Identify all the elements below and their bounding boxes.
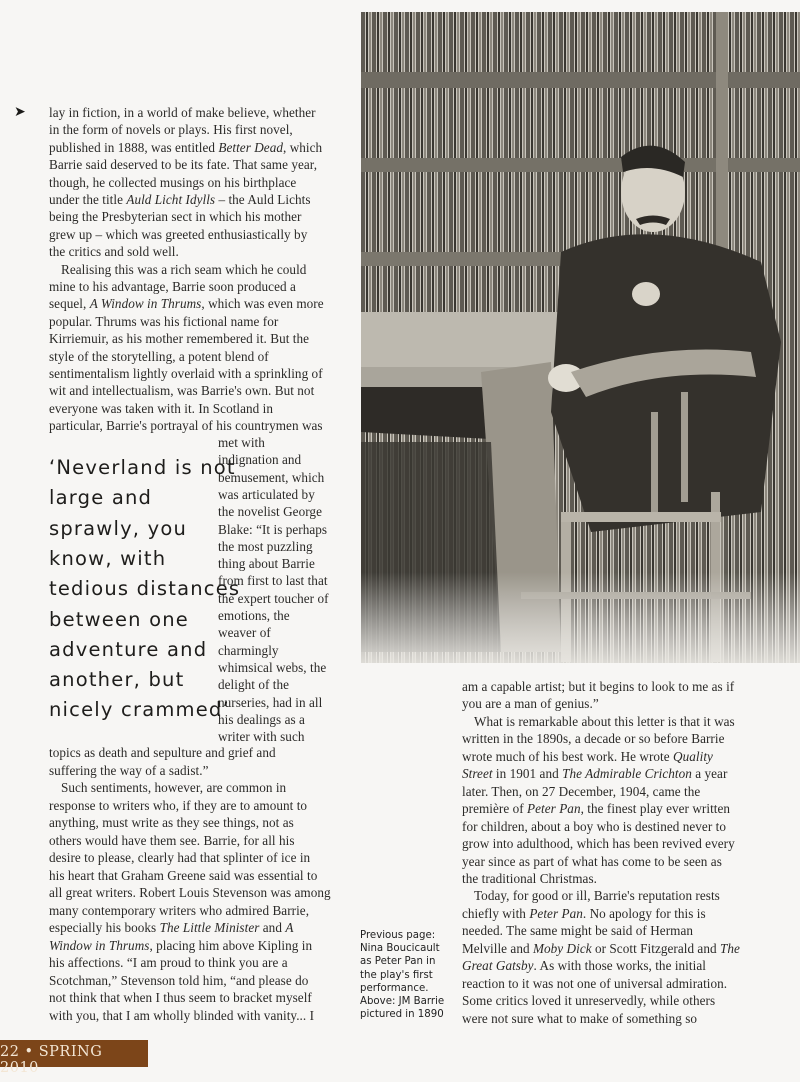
- text-run: style of the storytelling, a potent blend of: [49, 348, 269, 364]
- italic-title: Peter Pan: [529, 905, 583, 921]
- caption-line: performance.: [360, 982, 429, 994]
- text-line: [462, 887, 720, 906]
- text-line: [49, 156, 317, 175]
- text-line: [49, 295, 324, 314]
- text-run: première of: [462, 801, 528, 817]
- text-run: Scotchman,” Stevenson told him, “and please do: [49, 972, 309, 988]
- text-line: [49, 814, 294, 833]
- italic-title: Better Dead: [218, 139, 283, 155]
- text-run: . No apology for this is: [582, 905, 706, 921]
- text-run: – the Auld Lichts: [215, 192, 311, 207]
- text-line: [49, 867, 317, 886]
- text-line: [218, 642, 279, 661]
- text-line: [462, 905, 706, 924]
- caption-line: pictured in 1890: [360, 1009, 444, 1021]
- text-run: all great writers. Robert Louis Stevenson was among: [49, 885, 331, 900]
- text-run: chiefly with: [462, 905, 530, 921]
- pull-quote-line: know, with: [49, 546, 167, 570]
- text-run: am a capable artist; but it begins to look to me as if: [462, 679, 735, 694]
- pull-quote-line: between one: [49, 607, 190, 631]
- pull-quote-line: ‘Neverland is not: [49, 456, 236, 479]
- text-run: written in the 1890s, a decade or so before Barrie: [462, 731, 725, 747]
- text-line: [218, 538, 313, 557]
- text-run: published in 1888, was entitled: [49, 139, 219, 155]
- text-line: [49, 348, 269, 367]
- text-run: not think that when I thus seem to bracket myself: [49, 990, 312, 1005]
- text-run: Melville and: [462, 940, 533, 956]
- text-line: [49, 208, 302, 227]
- text-line: [218, 624, 271, 643]
- text-run: in the form of novels or plays. His first novel,: [49, 122, 293, 138]
- text-run: many contemporary writers who admired Barrie,: [49, 902, 310, 918]
- text-line: [49, 972, 308, 991]
- text-line: [49, 174, 296, 193]
- text-run: , which: [283, 139, 323, 155]
- caption-line: Nina Boucicault: [360, 943, 440, 955]
- text-run: grow into adulthood, which has been revived every: [462, 836, 735, 852]
- text-line: [462, 940, 740, 959]
- text-line: [49, 365, 323, 384]
- italic-title: A Window in Thrums: [89, 296, 202, 312]
- text-run: his heart that Graham Greene said was essential to: [49, 867, 318, 883]
- caption-line: Above: JM Barrie: [360, 996, 445, 1008]
- text-line: [462, 748, 713, 767]
- text-run: the novelist George: [218, 504, 322, 520]
- text-run: under the title: [49, 192, 127, 207]
- photo-illustration: [361, 12, 800, 663]
- text-line: [218, 659, 326, 678]
- text-run: emotions, the: [218, 608, 290, 623]
- text-line: [49, 121, 293, 140]
- text-line: [49, 417, 323, 436]
- italic-title: Great Gatsby: [462, 958, 534, 974]
- text-run: bemusement, which: [218, 469, 325, 485]
- text-run: lay in fiction, in a world of make believe, whether: [49, 105, 316, 120]
- text-run: wrote much of his best work. He wrote: [462, 748, 674, 764]
- page-folio: 22 • SPRING 2010: [0, 1044, 103, 1076]
- text-run: popular. Thrums was his fictional name for: [49, 313, 279, 329]
- text-line: [462, 853, 722, 872]
- text-run: being the Presbyterian sect in which his mother: [49, 209, 302, 225]
- text-run: , the finest play ever written: [580, 801, 731, 817]
- text-run: Realising this was a rich seam which he could: [61, 261, 307, 277]
- text-run: nurseries, had in all: [218, 694, 323, 710]
- text-line: [462, 975, 727, 994]
- caption-line: as Peter Pan in: [360, 956, 436, 968]
- text-line: [49, 313, 278, 332]
- italic-title: Quality: [673, 748, 713, 764]
- text-line: [462, 835, 735, 854]
- pull-quote-line: tedious distances: [49, 577, 241, 601]
- text-line: [218, 434, 265, 453]
- text-run: particular, Barrie's portrayal of his countrymen was: [49, 418, 323, 434]
- text-run: and: [259, 920, 286, 935]
- text-line: [49, 832, 295, 851]
- text-run: What is remarkable about this letter is that it was: [474, 713, 735, 729]
- text-run: year since as part of what has come to be seen as: [462, 853, 722, 869]
- text-run: sentimentalism lightly overlaid with a sprinkling of: [49, 366, 323, 381]
- text-line: [462, 1010, 697, 1029]
- text-run: grew up – which was greeted enthusiastically by: [49, 226, 308, 242]
- text-run: writer with such: [218, 729, 305, 745]
- text-run: the most puzzling: [218, 538, 313, 554]
- text-line: [49, 278, 296, 297]
- text-run: whimsical webs, the: [218, 659, 327, 675]
- pull-quote-line: sprawly, you: [49, 516, 188, 540]
- text-run: Such sentiments, however, are common in: [61, 780, 287, 795]
- pull-quote-line: another, but: [49, 668, 185, 692]
- arrow-right-icon: ➤: [14, 105, 26, 120]
- text-run: Some critics loved it unreservedly, while others: [462, 993, 716, 1009]
- text-run: with you, that I am wholly blinded with vanity... I: [49, 1007, 315, 1023]
- text-run: , which was even more: [201, 296, 324, 312]
- text-line: [49, 919, 293, 938]
- text-line: [49, 139, 322, 158]
- text-line: [462, 818, 726, 837]
- italic-title: Auld Licht Idylls: [126, 192, 216, 207]
- text-line: [462, 870, 597, 889]
- text-line: [49, 989, 312, 1008]
- text-line: [49, 400, 273, 419]
- text-run: for children, about a boy who is destined never to: [462, 818, 726, 834]
- text-line: [462, 992, 715, 1011]
- text-line: [462, 957, 706, 976]
- italic-title: The: [719, 940, 740, 956]
- text-line: [218, 694, 322, 713]
- text-line: [462, 800, 730, 819]
- text-run: especially his books: [49, 920, 160, 935]
- text-run: weaver of: [218, 625, 271, 641]
- text-line: [49, 797, 307, 816]
- italic-title: A: [285, 920, 294, 935]
- text-run: anything, must write as they see things, not as: [49, 815, 294, 830]
- pull-quote-line: nicely crammed’: [49, 698, 230, 722]
- text-run: his dealings as a: [218, 711, 305, 727]
- text-run: , placing him above Kipling in: [149, 937, 313, 953]
- caption-line: Previous page:: [360, 930, 436, 941]
- text-line: [49, 1007, 314, 1026]
- pull-quote-line: adventure and: [49, 637, 208, 661]
- text-line: [218, 676, 289, 695]
- text-run: topics as death and sepulture and grief and: [49, 745, 276, 760]
- text-run: later. Then, on 27 December, 1904, came the: [462, 783, 701, 799]
- text-run: the expert toucher of: [218, 590, 329, 606]
- text-line: [49, 191, 311, 210]
- text-run: delight of the: [218, 677, 290, 693]
- photo-jm-barrie-in-library: [361, 12, 800, 663]
- text-line: [218, 711, 305, 730]
- text-line: [49, 902, 309, 921]
- photo-caption: [360, 929, 460, 1021]
- text-line: [49, 243, 179, 262]
- text-line: [49, 937, 312, 956]
- text-line: [49, 954, 288, 973]
- text-run: mine to his advantage, Barrie soon produced a: [49, 279, 296, 294]
- text-line: [462, 730, 725, 749]
- text-run: suffering the way of a sadist.”: [49, 762, 209, 778]
- text-line: [49, 261, 306, 280]
- text-run: reaction to it was not one of universal admiration.: [462, 975, 728, 991]
- text-line: [462, 695, 599, 714]
- text-run: or Scott Fitzgerald and: [591, 940, 720, 956]
- text-run: in 1901 and: [492, 766, 563, 782]
- text-run: desire to please, clearly had that splinter of ice in: [49, 850, 311, 865]
- italic-title: Peter Pan: [527, 801, 581, 817]
- text-line: [49, 849, 310, 868]
- pull-quote-line: large and: [49, 486, 153, 510]
- text-run: thing about Barrie: [218, 556, 315, 572]
- text-line: [462, 765, 727, 784]
- text-run: Kirriemuir, as his mother remembered it. But the: [49, 331, 310, 347]
- text-line: [462, 922, 693, 941]
- text-run: though, he collected musings on his birthplace: [49, 174, 297, 190]
- text-line: [218, 555, 315, 574]
- text-run: was articulated by: [218, 486, 315, 502]
- text-run: Barrie said deserved to be its fate. That same year,: [49, 157, 318, 173]
- italic-title: The Admirable Crichton: [562, 766, 692, 782]
- text-run: you are a man of genius.”: [462, 696, 599, 712]
- text-line: [49, 382, 314, 401]
- italic-title: Moby Dick: [532, 940, 592, 956]
- text-run: sequel,: [49, 296, 90, 312]
- text-line: [462, 678, 734, 697]
- text-line: [462, 783, 700, 802]
- caption-line: the play's first: [360, 969, 433, 981]
- text-line: [49, 744, 276, 763]
- italic-title: Street: [462, 766, 493, 782]
- text-run: the critics and sold well.: [49, 244, 179, 260]
- italic-title: Window in Thrums: [49, 937, 150, 953]
- text-run: response to writers who, if they are to amount to: [49, 797, 308, 813]
- page-folio-bar: [0, 1040, 148, 1076]
- text-line: [218, 607, 290, 626]
- text-run: a year: [691, 766, 728, 782]
- text-line: [49, 884, 331, 903]
- text-line: [49, 779, 286, 798]
- text-line: [218, 521, 327, 540]
- italic-title: The Little Minister: [159, 920, 260, 935]
- text-line: [218, 503, 322, 522]
- text-run: . As with those works, the initial: [533, 958, 706, 974]
- text-run: Blake: “It is perhaps: [218, 521, 328, 537]
- text-run: met with: [218, 435, 265, 450]
- text-run: everyone was taken with it. In Scotland in: [49, 400, 274, 416]
- text-run: his affections. “I am proud to think you are a: [49, 955, 288, 970]
- text-run: the traditional Christmas.: [462, 870, 597, 886]
- text-line: [49, 104, 316, 123]
- text-line: [218, 486, 315, 505]
- text-run: from first to last that: [218, 573, 328, 589]
- text-line: [49, 226, 307, 245]
- text-run: Today, for good or ill, Barrie's reputation rests: [474, 888, 720, 904]
- text-run: indignation and: [218, 452, 302, 468]
- text-run: were not sure what to make of something so: [462, 1010, 698, 1026]
- text-line: [49, 762, 209, 781]
- text-run: charmingly: [218, 642, 279, 658]
- text-run: others would have them see. Barrie, for all his: [49, 832, 295, 848]
- text-line: [49, 330, 309, 349]
- text-run: wit and intellectualism, was Barrie's own. But not: [49, 383, 315, 399]
- text-line: [462, 713, 735, 732]
- text-run: needed. The same might be said of Herman: [462, 923, 693, 939]
